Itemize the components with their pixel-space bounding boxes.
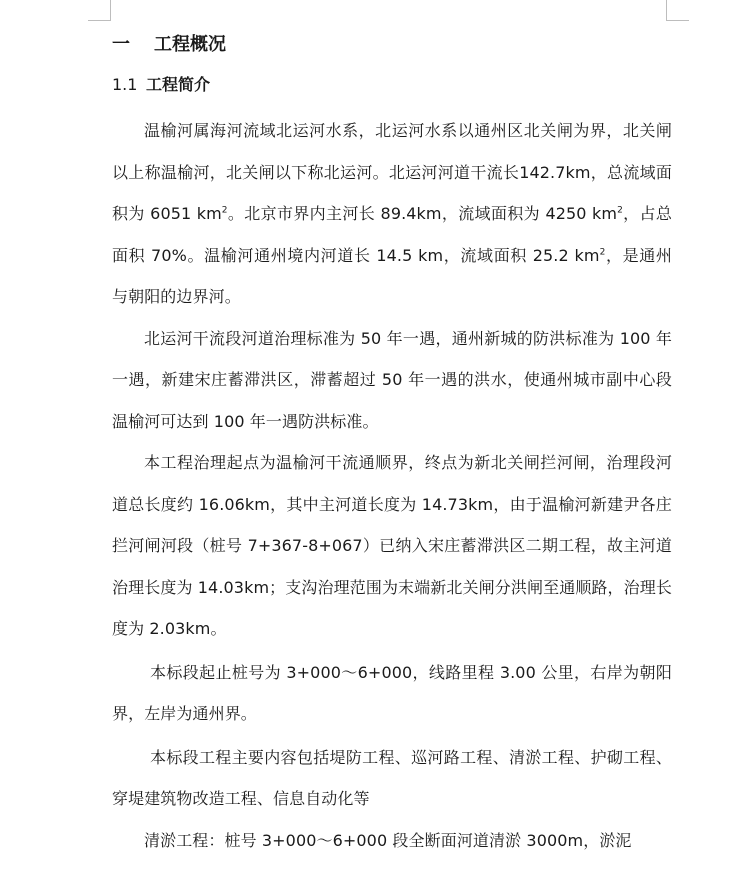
- paragraph-overview-part-c: ，占总面积 70%。温榆河通州境内河道长 14.5 km，流域面积 25.2 km: [112, 204, 672, 265]
- document-body: [112, 28, 672, 861]
- heading-1-number: 一: [112, 34, 130, 55]
- paragraph-section-contents: 本标段工程主要内容包括堤防工程、巡河路工程、清淤工程、护砌工程、穿堤建筑物改造工程、信息自动化等: [112, 747, 672, 808]
- heading-2-number: 1.1: [112, 75, 138, 94]
- heading-1: [112, 28, 672, 62]
- paragraph-overview-part-a: 温榆河属海河流域北运河水系，北运河水系以通州区北关闸为界，北关闸以上称温榆河，北关闸以下称北运河。北运河河道干流长142.7km，总流域面积为 6051 km: [112, 121, 672, 223]
- heading-2-title: 工程简介: [146, 75, 211, 94]
- crop-mark-top-right: [666, 0, 689, 21]
- superscript-2: 2: [221, 205, 228, 216]
- paragraph-section-chainage: 本标段起止桩号为 3+000～6+000，线路里程 3.00 公里，右岸为朝阳界，左岸为通州界。: [112, 662, 672, 723]
- superscript-2: 2: [599, 247, 606, 258]
- paragraph-dredging: 清淤工程：桩号 3+000～6+000 段全断面河道清淤 3000m，淤泥: [144, 830, 632, 850]
- superscript-2: 2: [617, 205, 623, 216]
- paragraph-overview-part-d: ，是通州与朝阳的边界河。: [112, 245, 672, 306]
- heading-1-title: 工程概况: [154, 34, 226, 55]
- paragraph-overview-part-b: 。北京市界内主河长 89.4km，流域面积为 4250 km: [227, 204, 618, 223]
- crop-mark-top-left: [88, 0, 111, 21]
- paragraph-overview: [112, 110, 672, 318]
- heading-2: [112, 66, 672, 104]
- paragraph-flood-standard: 北运河干流段河道治理标准为 50 年一遇，通州新城的防洪标准为 100 年一遇，新建宋庄蓄滞洪区，滞蓄超过 50 年一遇的洪水，使通州城市副中心段温榆河可达到 100 年一遇防洪标准。: [112, 328, 672, 431]
- paragraph-project-scope: 本工程治理起点为温榆河干流通顺界，终点为新北关闸拦河闸，治理段河道总长度约 16.06km，其中主河道长度为 14.73km，由于温榆河新建尹各庄拦河闸河段（桩号 7+367-8+067）已纳入宋庄蓄滞洪区二期工程，故主河道治理长度为 14.03km；支沟治理范围为末端新北关闸分洪闸至通顺路，治理长度为 2.03km。: [112, 453, 672, 638]
